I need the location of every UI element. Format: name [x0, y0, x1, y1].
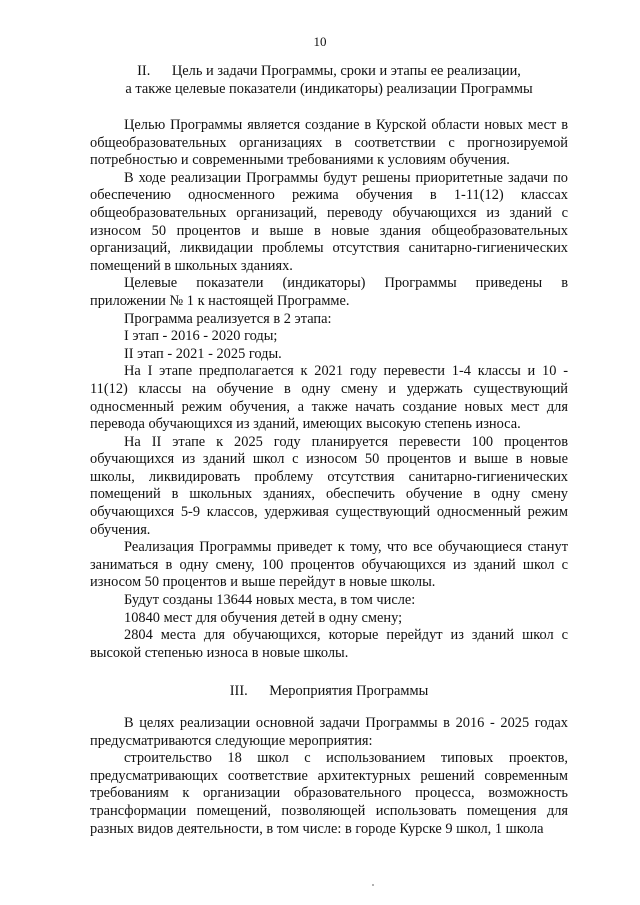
- paragraph-outcome: Реализация Программы приведет к тому, что все обучающиеся станут заниматься в одну смену, 100 процентов обучающихся из зданий школ с износом 50 процентов и выше перейдут в новые школы.: [90, 539, 568, 591]
- paragraph-one-shift-places: 10840 мест для обучения детей в одну смену;: [124, 609, 403, 626]
- paragraph-stages-intro: Программа реализуется в 2 этапа:: [124, 310, 332, 327]
- paragraph-stage-1: I этап - 2016 - 2020 годы;: [124, 328, 278, 345]
- paragraph-goal: Целью Программы является создание в Курской области новых мест в общеобразовательных организациях в соответствии с прогнозируемой потребностью и современными требованиями к условиям обучения.: [90, 117, 568, 169]
- paragraph-tasks: В ходе реализации Программы будут решены приоритетные задачи по обеспечению односменного режима обучения в 1-11(12) классах общеобразовательных организаций, переводу обучающихся из зданий с износом 50 процентов и выше в новые здания общеобразовательных организаций, ликвидации проблемы отсутствия санитарно-гигиенических помещений в школьных зданиях.: [90, 169, 568, 274]
- paragraph-relocation-places: 2804 места для обучающихся, которые перейдут из зданий школ с высокой степенью износа в новые школы.: [90, 627, 568, 661]
- section-2-title-line-2: а также целевые показатели (индикаторы) реализации Программы: [125, 80, 533, 97]
- page-number: 10: [313, 34, 327, 49]
- paragraph-stage-2: II этап - 2021 - 2025 годы.: [124, 345, 282, 362]
- paragraph-measures-intro: В целях реализации основной задачи Программы в 2016 - 2025 годах предусматриваются следующие мероприятия:: [90, 715, 568, 749]
- section-3-body: [90, 715, 568, 838]
- paragraph-stage-1-details: На I этапе предполагается к 2021 году перевести 1-4 классы и 10 - 11(12) классы на обучение в одну смену и удержать существующий односменный режим обучения, а также начать создание новых мест для перевода обучающихся из зданий, имеющих высокую степень износа.: [90, 363, 568, 433]
- section-3-title: III. Мероприятия Программы: [229, 683, 429, 699]
- section-2-body: [90, 117, 568, 662]
- paragraph-new-places: Будут созданы 13644 новых места, в том числе:: [124, 592, 416, 609]
- paragraph-indicators: Целевые показатели (индикаторы) Программы приведены в приложении № 1 к настоящей Программе.: [90, 275, 568, 309]
- paragraph-school-construction: строительство 18 школ с использованием типовых проектов, предусматривающих соответствие архитектурных решений современным требованиям к организации образовательного процесса, возможность трансформации помещений, позволяющей использовать помещения для разных видов деятельности, в том числе: в городе Курске 9 школ, 1 школа: [90, 750, 568, 837]
- section-2-heading: [90, 63, 568, 98]
- paragraph-stage-2-details: На II этапе к 2025 году планируется перевести 100 процентов обучающихся из зданий школ с износом 50 процентов и выше в новые школы, ликвидировать проблему отсутствия санитарно-гигиенических помещений в школьных зданиях, обеспечить обучение в одну смену обучающихся 5-9 классов, удерживая существующий односменный режим обучения.: [90, 433, 568, 538]
- section-3-heading: [90, 683, 568, 701]
- scan-speck: [372, 884, 374, 886]
- section-2-title-line-1: II. Цель и задачи Программы, сроки и этапы ее реализации,: [137, 63, 521, 79]
